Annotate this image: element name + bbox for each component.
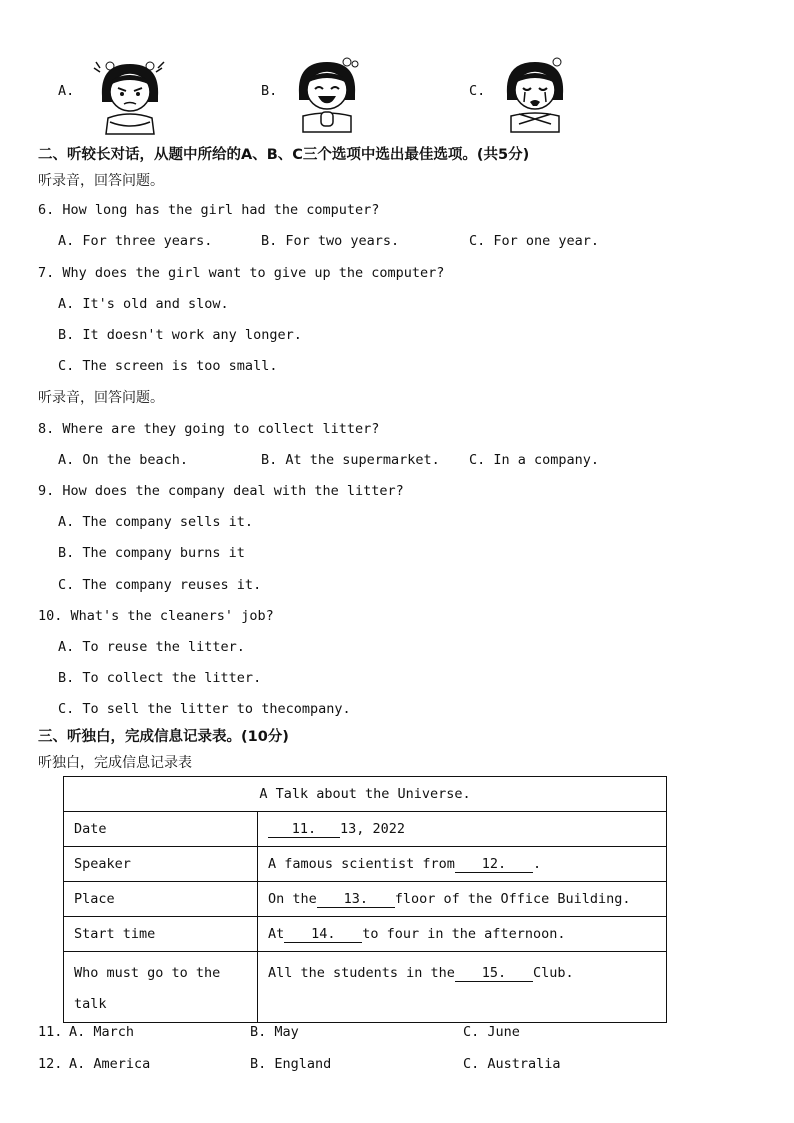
row-value-before: All the students in the	[268, 965, 455, 981]
row-label: Date	[64, 812, 258, 847]
question-6-stem: 6. How long has the girl had the computer?	[38, 202, 380, 218]
question-9-stem: 9. How does the company deal with the litter?	[38, 483, 404, 499]
question-7-option-a: A. It's old and slow.	[58, 296, 229, 312]
row-label: Place	[64, 882, 258, 917]
answer-12-number: 12.	[38, 1056, 63, 1072]
answer-11-option-b: B. May	[250, 1024, 299, 1040]
question-8-stem: 8. Where are they going to collect litter?	[38, 421, 380, 437]
row-value-before: On the	[268, 890, 317, 907]
answer-blank-12[interactable]: 12.	[455, 857, 533, 873]
table-row-place	[64, 882, 667, 917]
answer-blank-13[interactable]: 13.	[317, 892, 395, 908]
picture-option-b-label: B.	[261, 83, 278, 99]
question-8-option-c: C. In a company.	[469, 452, 600, 468]
answer-11-option-c: C. June	[463, 1024, 520, 1040]
answer-blank-15[interactable]: 15.	[455, 966, 533, 982]
row-value-after: Club.	[532, 965, 574, 981]
row-value-after: 13, 2022	[340, 820, 406, 837]
question-9-option-c: C. The company reuses it.	[58, 577, 262, 593]
answer-blank-11[interactable]: 11.	[268, 822, 340, 838]
section-2-instruction-1: 听录音，回答问题。	[38, 173, 164, 189]
table-row-speaker	[64, 847, 667, 882]
answer-12-option-a: A. America	[69, 1056, 151, 1072]
picture-option-c-label: C.	[469, 83, 486, 99]
row-value-after: to four in the afternoon.	[362, 925, 566, 942]
question-8-option-a: A. On the beach.	[58, 452, 189, 468]
question-6-option-b: B. For two years.	[261, 233, 400, 249]
row-label: Speaker	[64, 847, 258, 882]
row-value-before: A famous scientist from	[268, 855, 455, 872]
section-2-instruction-2: 听录音，回答问题。	[38, 390, 164, 406]
answer-12-option-c: C. Australia	[463, 1056, 561, 1072]
section-2-heading: 二、听较长对话，从题中所给的A、B、C三个选项中选出最佳选项。(共5分)	[38, 147, 530, 163]
row-value	[258, 847, 667, 882]
information-record-table	[63, 776, 667, 1023]
row-value-after: .	[532, 855, 542, 872]
question-7-option-c: C. The screen is too small.	[58, 358, 278, 374]
section-3-heading: 三、听独白，完成信息记录表。(10分)	[38, 729, 289, 745]
laughing-girl-picture	[285, 54, 369, 134]
question-10-option-b: B. To collect the litter.	[58, 670, 262, 686]
question-7-stem: 7. Why does the girl want to give up the computer?	[38, 265, 445, 281]
answer-12-option-b: B. England	[250, 1056, 332, 1072]
row-value-before: At	[268, 925, 285, 942]
question-6-option-c: C. For one year.	[469, 233, 600, 249]
question-8-option-b: B. At the supermarket.	[261, 452, 440, 468]
row-label: Start time	[64, 917, 258, 952]
row-label: Who must go to the talk	[64, 952, 258, 1023]
table-row-start-time	[64, 917, 667, 952]
angry-girl-picture	[88, 56, 172, 136]
row-value	[258, 952, 667, 1023]
table-row-date	[64, 812, 667, 847]
question-10-option-a: A. To reuse the litter.	[58, 639, 245, 655]
row-value	[258, 882, 667, 917]
answer-blank-14[interactable]: 14.	[284, 927, 362, 943]
row-value	[258, 917, 667, 952]
table-title: A Talk about the Universe.	[64, 777, 667, 812]
answer-11-number: 11.	[38, 1024, 63, 1040]
question-7-option-b: B. It doesn't work any longer.	[58, 327, 302, 343]
picture-option-a-label: A.	[58, 83, 75, 99]
question-6-option-a: A. For three years.	[58, 233, 213, 249]
row-value-after: floor of the Office Building.	[394, 890, 631, 907]
question-9-option-b: B. The company burns it	[58, 545, 245, 561]
question-10-option-c: C. To sell the litter to thecompany.	[58, 701, 351, 717]
section-3-instruction: 听独白，完成信息记录表	[38, 755, 192, 771]
answer-11-option-a: A. March	[69, 1024, 135, 1040]
table-row-who-must-go	[64, 952, 667, 1023]
row-value	[258, 812, 667, 847]
question-9-option-a: A. The company sells it.	[58, 514, 254, 530]
crying-girl-picture	[493, 54, 577, 134]
question-10-stem: 10. What's the cleaners' job?	[38, 608, 274, 624]
